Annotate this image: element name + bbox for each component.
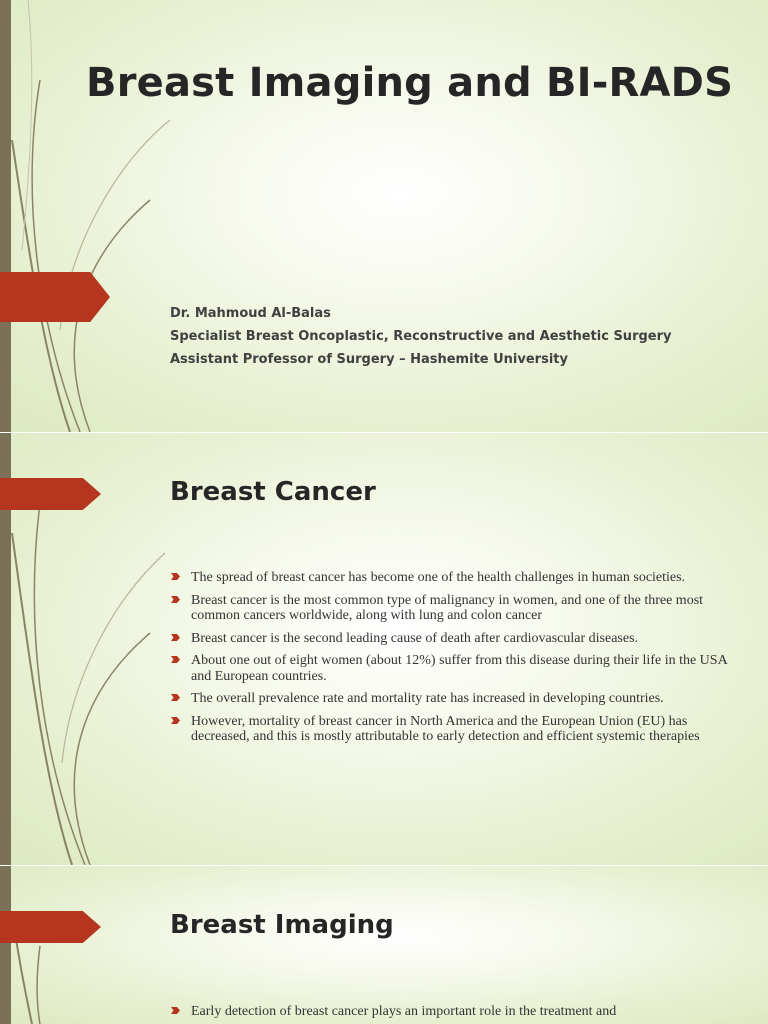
breast-cancer-slide [0,433,768,865]
bullet-text: Breast cancer is the second leading cause of death after cardiovascular diseases. [191,630,639,646]
decorative-swirls [0,866,200,1024]
arrow-bullet-icon [171,717,180,724]
accent-arrow-tab [0,911,101,943]
bullet-text: Breast cancer is the most common type of malignancy in women, and one of the three most common cancers worldwide, along with lung and colon cancer [191,592,704,623]
author-name: Dr. Mahmoud Al-Balas [170,306,331,321]
bullet-list [170,570,730,752]
accent-arrow-tab [0,272,110,322]
bullet-text: About one out of eight women (about 12%) suffer from this disease during their life in the USA and European countries. [191,653,727,684]
list-item [170,1004,730,1020]
arrow-bullet-icon [171,656,180,663]
list-item [170,714,730,745]
bullet-text: The overall prevalence rate and mortality rate has increased in developing countries. [191,691,664,706]
title-slide [0,0,768,432]
bullet-text: The spread of breast cancer has become one of the health challenges in human societies. [191,570,686,585]
slide-title: Breast Cancer [170,477,376,507]
list-item [170,691,730,707]
author-role: Specialist Breast Oncoplastic, Reconstructive and Aesthetic Surgery [170,329,672,344]
author-block [170,302,671,371]
arrow-bullet-icon [171,634,180,641]
arrow-bullet-icon [171,573,180,580]
slide-title: Breast Imaging [170,910,394,940]
author-affiliation: Assistant Professor of Surgery – Hashemite University [170,352,568,367]
list-item [170,570,730,586]
bullet-text: Early detection of breast cancer plays an important role in the treatment and [191,1004,617,1019]
accent-arrow-tab [0,478,101,510]
list-item [170,593,730,624]
bullet-list [170,1004,730,1024]
list-item [170,653,730,684]
list-item [170,631,730,647]
bullet-text: However, mortality of breast cancer in North America and the European Union (EU) has decreased, and this is mostly attributable to early detection and efficient systemic therapies [191,713,700,744]
arrow-bullet-icon [171,694,180,701]
presentation-title: Breast Imaging and BI-RADS [86,60,734,106]
arrow-bullet-icon [171,1007,180,1014]
arrow-bullet-icon [171,596,180,603]
breast-imaging-slide [0,866,768,1024]
